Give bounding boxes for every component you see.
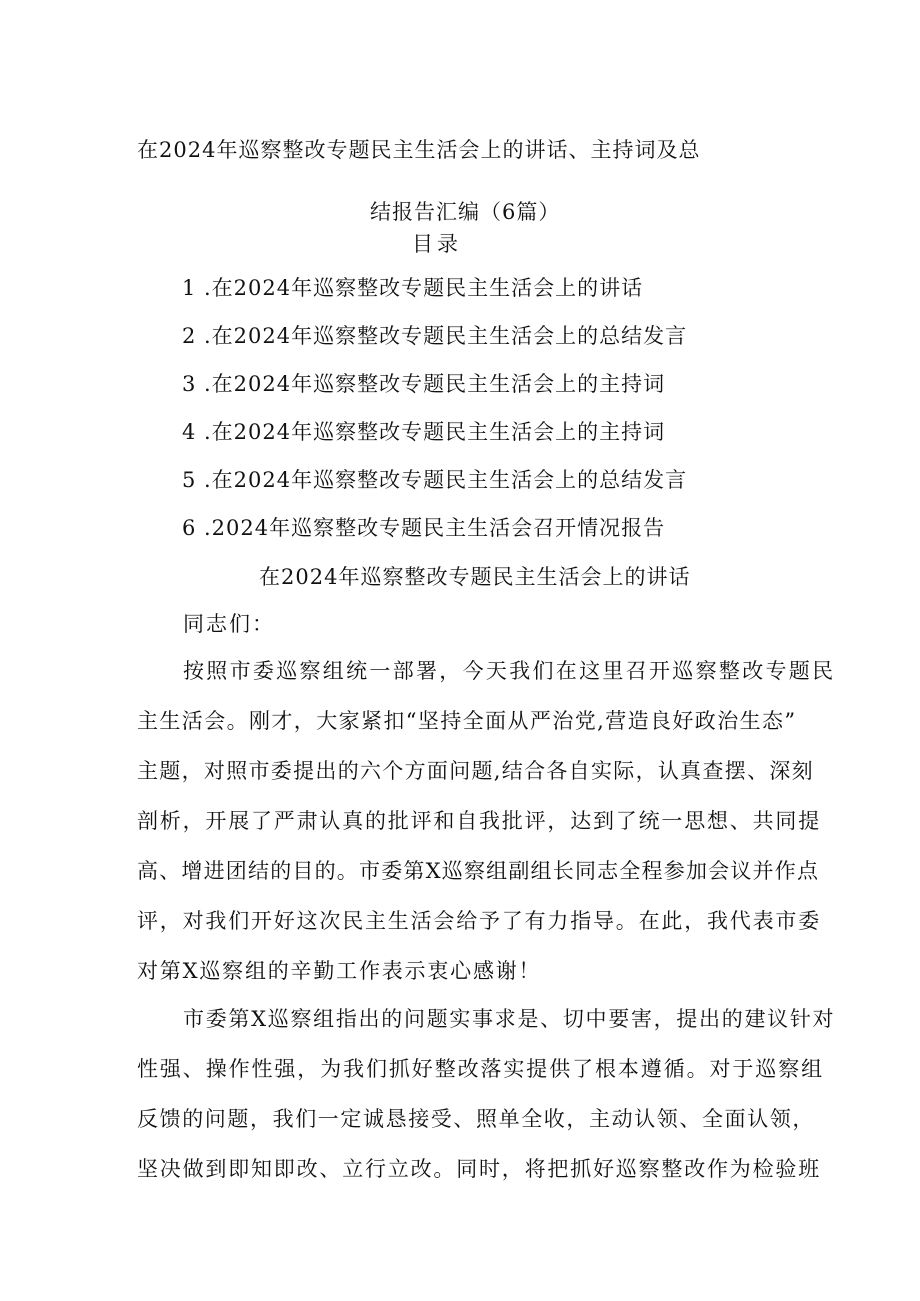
toc-item-text: .在2024年巡察整改专题民主生活会上的讲话: [204, 276, 644, 300]
document-title-line-1: 在2024年巡察整改专题民主生活会上的讲话、主持词及总: [137, 138, 701, 162]
toc-item-6: [182, 512, 665, 542]
toc-item-text: .在2024年巡察整改专题民主生活会上的总结发言: [204, 468, 688, 492]
paragraph-line: 反馈的问题，我们一定诚恳接受、照单全收，主动认领、全面认领，: [137, 1107, 815, 1131]
paragraph-line: 坚决做到即知即改、立行立改。同时，将把抓好巡察整改作为检验班: [137, 1157, 821, 1181]
toc-item-text: .2024年巡察整改专题民主生活会召开情况报告: [204, 516, 666, 540]
toc-item-1: [182, 272, 643, 302]
toc-item-4: [182, 416, 665, 446]
toc-item-number: 4: [182, 420, 197, 444]
toc-item-number: 1: [182, 276, 197, 300]
paragraph-line: 主生活会。刚才，大家紧扣“坚持全面从严治党,营造良好政治生态”: [137, 709, 797, 733]
paragraph-line: 评，对我们开好这次民主生活会给予了有力指导。在此，我代表市委: [137, 909, 821, 933]
toc-item-3: [182, 368, 665, 398]
salutation: 同志们：: [183, 612, 275, 636]
toc-item-text: .在2024年巡察整改专题民主生活会上的主持词: [204, 420, 666, 444]
toc-item-2: [182, 320, 687, 350]
toc-item-number: 5: [182, 468, 197, 492]
paragraph-line: 剖析，开展了严肃认真的批评和自我批评，达到了统一思想、共同提: [137, 809, 821, 833]
toc-item-text: .在2024年巡察整改专题民主生活会上的主持词: [204, 372, 666, 396]
toc-item-number: 3: [182, 372, 197, 396]
toc-item-number: 6: [182, 516, 197, 540]
toc-item-number: 2: [182, 324, 197, 348]
section-title: 在2024年巡察整改专题民主生活会上的讲话: [259, 565, 691, 589]
paragraph-line: 对第X巡察组的辛勤工作表示衷心感谢！: [137, 959, 542, 983]
paragraph-line: 按照市委巡察组统一部署，今天我们在这里召开巡察整改专题民: [183, 659, 836, 683]
paragraph-line: 性强、操作性强，为我们抓好整改落实提供了根本遵循。对于巡察组: [137, 1057, 824, 1081]
toc-item-5: [182, 464, 687, 494]
paragraph-line: 市委第X巡察组指出的问题实事求是、切中要害，提出的建议针对: [183, 1007, 836, 1031]
paragraph-line: 主题，对照市委提出的六个方面问题,结合各自实际，认真查摆、深刻: [137, 759, 814, 783]
toc-heading: 目录: [412, 232, 462, 256]
toc-item-text: .在2024年巡察整改专题民主生活会上的总结发言: [204, 324, 688, 348]
document-title-line-2: 结报告汇编（6篇）: [370, 200, 561, 224]
paragraph-line: 高、增进团结的目的。市委第X巡察组副组长同志全程参加会议并作点: [137, 859, 820, 883]
